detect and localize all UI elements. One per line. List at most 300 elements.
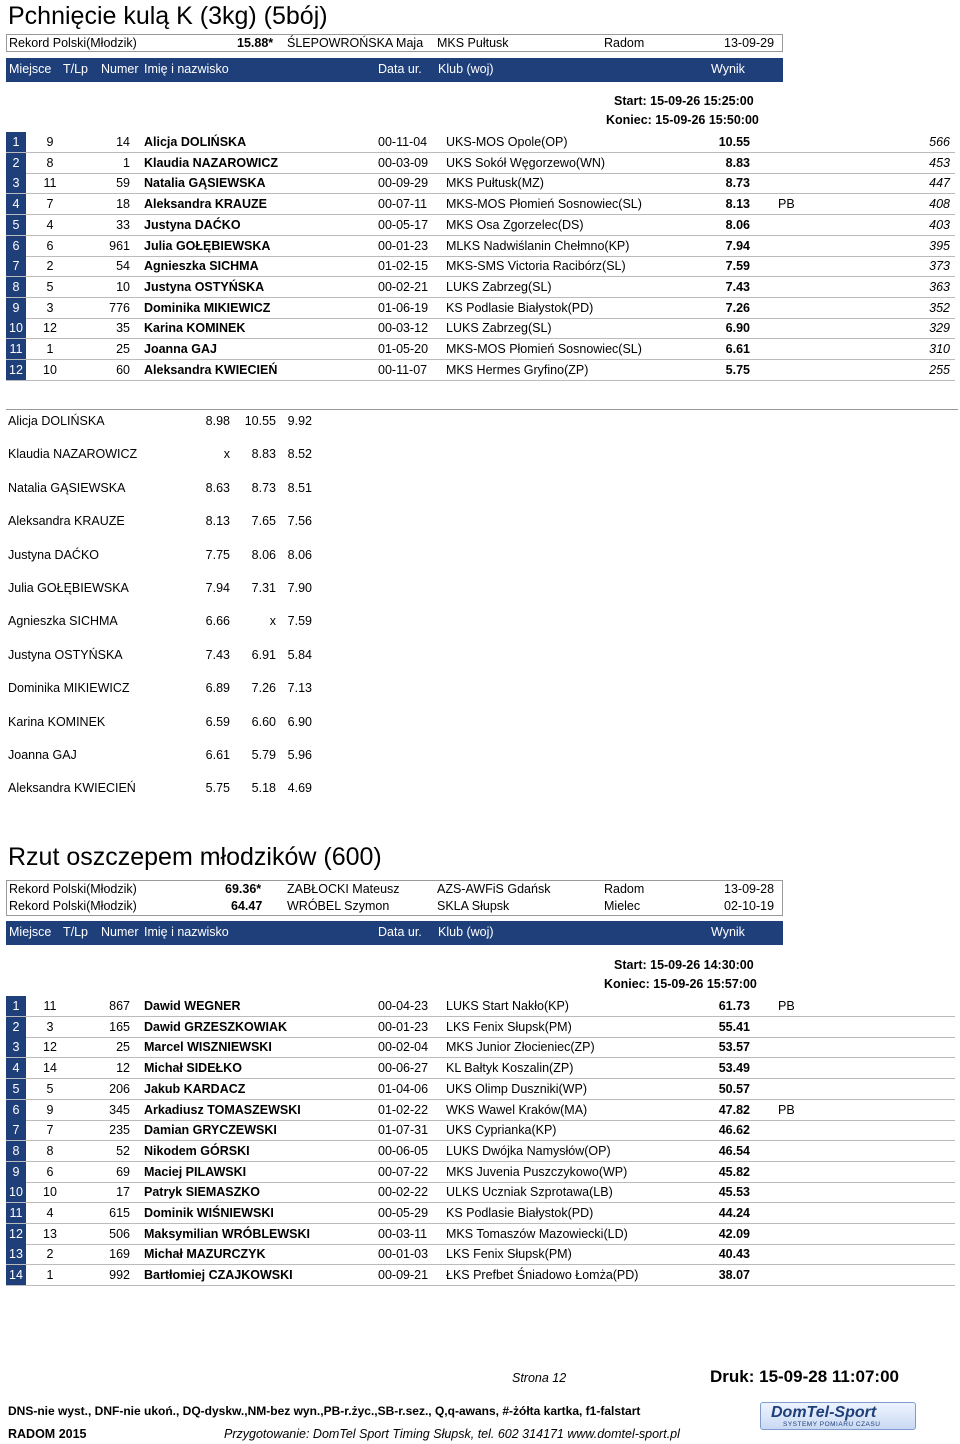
attempt-3: 7.90: [287, 581, 312, 595]
tlp-cell: 2: [46, 1247, 54, 1262]
birth-date-cell: 00-02-04: [378, 1040, 429, 1055]
place-cell: 12: [6, 360, 26, 380]
attempt-athlete-name: Karina KOMINEK: [8, 714, 106, 729]
table-row: [6, 215, 955, 236]
record-club: SKLA Słupsk: [437, 899, 510, 913]
attempt-1: 8.13: [205, 514, 230, 529]
table-row: [6, 996, 955, 1017]
end-time: Koniec: 15-09-26 15:50:00: [606, 113, 759, 127]
attempt-athlete-name: Justyna OSTYŃSKA: [8, 647, 123, 662]
record-name: WRÓBEL Szymon: [287, 899, 390, 913]
place-cell: 13: [6, 1244, 26, 1264]
athlete-name-cell: Bartłomiej CZAJKOWSKI: [144, 1268, 293, 1283]
result-cell: 45.53: [718, 1185, 750, 1200]
record-date: 02-10-19: [724, 899, 775, 913]
record-block: [6, 880, 783, 916]
club-cell: LKS Fenix Słupsk(PM): [446, 1019, 572, 1034]
place-cell: 14: [6, 1265, 26, 1285]
athlete-name-cell: Natalia GĄSIEWSKA: [144, 176, 266, 191]
table-row: [6, 153, 955, 174]
table-row: [6, 236, 955, 257]
table-row: [6, 1244, 955, 1265]
bib-number-cell: 12: [116, 1061, 130, 1076]
table-header: [6, 58, 783, 82]
place-cell: 6: [6, 236, 26, 256]
header-num: Numer: [101, 925, 139, 939]
club-cell: LUKS Zabrzeg(SL): [446, 321, 552, 336]
athlete-name-cell: Joanna GAJ: [144, 342, 217, 356]
result-cell: 7.43: [725, 279, 750, 294]
attempt-athlete-name: Alicja DOLIŃSKA: [8, 414, 105, 428]
event-name: RADOM 2015: [8, 1427, 87, 1441]
bib-number-cell: 506: [109, 1226, 130, 1241]
athlete-name-cell: Dominika MIKIEWICZ: [144, 300, 271, 315]
record-label: Rekord Polski(Młodzik): [9, 882, 137, 896]
bib-number-cell: 14: [116, 135, 130, 149]
club-cell: MKS Osa Zgorzelec(DS): [446, 217, 584, 232]
club-cell: ŁKS Prefbet Śniadowo Łomża(PD): [446, 1268, 639, 1283]
club-cell: LUKS Dwójka Namysłów(OP): [446, 1143, 611, 1158]
record-row: [6, 34, 783, 52]
record-place: Radom: [604, 882, 645, 896]
place-cell: 10: [6, 1182, 26, 1202]
result-cell: 55.41: [718, 1019, 750, 1034]
attempt-2: 8.06: [251, 547, 276, 562]
bib-number-cell: 59: [116, 176, 130, 191]
result-cell: 50.57: [718, 1081, 750, 1096]
tlp-cell: 14: [43, 1061, 57, 1076]
place-cell: 4: [6, 1058, 26, 1078]
record-name: ZABŁOCKI Mateusz: [287, 882, 400, 896]
bib-number-cell: 165: [109, 1019, 130, 1034]
table-row: [6, 1162, 955, 1183]
place-cell: 8: [6, 1141, 26, 1161]
athlete-name-cell: Agnieszka SICHMA: [144, 259, 259, 274]
athlete-name-cell: Patryk SIEMASZKO: [144, 1185, 261, 1200]
table-row: [6, 1224, 955, 1245]
place-cell: 7: [6, 1120, 26, 1140]
attempt-1: 8.63: [205, 480, 230, 495]
club-cell: MKS Tomaszów Mazowiecki(LD): [446, 1226, 628, 1241]
athlete-name-cell: Justyna OSTYŃSKA: [144, 279, 265, 294]
attempt-3: 8.06: [287, 547, 312, 562]
bib-number-cell: 52: [116, 1143, 130, 1158]
club-cell: MKS-MOS Płomień Sosnowiec(SL): [446, 197, 642, 212]
record-club: MKS Pułtusk: [437, 36, 509, 50]
athlete-name-cell: Jakub KARDACZ: [144, 1081, 246, 1096]
header-place: Miejsce: [9, 62, 52, 76]
section1-title: Pchnięcie kulą K (3kg) (5bój): [8, 2, 328, 30]
bib-number-cell: 776: [109, 300, 130, 315]
attempt-1: 5.75: [205, 781, 230, 796]
record-name: ŚLEPOWROŃSKA Maja: [287, 36, 424, 50]
table-row: [6, 194, 955, 215]
place-cell: 9: [6, 298, 26, 318]
athlete-name-cell: Nikodem GÓRSKI: [144, 1143, 250, 1158]
table-row: [6, 1058, 955, 1079]
place-cell: 9: [6, 1162, 26, 1182]
attempt-1: x: [223, 447, 230, 462]
athlete-name-cell: Marcel WISZNIEWSKI: [144, 1040, 272, 1055]
place-cell: 5: [6, 215, 26, 235]
result-cell: 38.07: [718, 1268, 750, 1283]
place-cell: 7: [6, 256, 26, 276]
attempt-athlete-name: Natalia GĄSIEWSKA: [8, 480, 126, 495]
attempt-3: 8.52: [287, 447, 312, 462]
athlete-name-cell: Damian GRYCZEWSKI: [144, 1123, 277, 1138]
table-row: [6, 360, 955, 381]
table-row: [6, 1079, 955, 1100]
points-cell: 373: [929, 259, 950, 274]
birth-date-cell: 00-01-03: [378, 1247, 429, 1262]
tlp-cell: 8: [46, 1143, 54, 1158]
athlete-name-cell: Maksymilian WRÓBLEWSKI: [144, 1226, 310, 1241]
birth-date-cell: 01-04-06: [378, 1081, 429, 1096]
result-cell: 7.59: [725, 259, 750, 274]
athlete-name-cell: Michał MAZURCZYK: [144, 1247, 266, 1262]
bib-number-cell: 615: [109, 1206, 130, 1220]
header-place: Miejsce: [9, 925, 52, 939]
bib-number-cell: 10: [116, 279, 130, 294]
record-club: AZS-AWFiS Gdańsk: [437, 882, 551, 896]
result-cell: 44.24: [718, 1206, 750, 1220]
points-cell: 403: [929, 217, 950, 232]
points-cell: 453: [929, 155, 950, 170]
record-label: Rekord Polski(Młodzik): [9, 36, 137, 50]
athlete-name-cell: Aleksandra KRAUZE: [144, 197, 267, 212]
club-cell: LKS Fenix Słupsk(PM): [446, 1247, 572, 1262]
attempt-3: 7.13: [287, 681, 312, 696]
result-cell: 45.82: [718, 1164, 750, 1179]
table-row: [6, 339, 955, 360]
club-cell: MKS Juvenia Puszczykowo(WP): [446, 1164, 628, 1179]
place-cell: 5: [6, 1079, 26, 1099]
tlp-cell: 1: [46, 1268, 54, 1283]
logo-sub: SYSTEMY POMIARU CZASU: [783, 1421, 881, 1428]
result-cell: 10.55: [718, 135, 750, 149]
pb-cell: PB: [778, 1102, 795, 1117]
place-cell: 4: [6, 194, 26, 214]
points-cell: 395: [929, 238, 950, 253]
bib-number-cell: 18: [116, 197, 130, 212]
table-row: [6, 1037, 955, 1058]
birth-date-cell: 00-01-23: [378, 1019, 429, 1034]
club-cell: UKS-MOS Opole(OP): [446, 135, 568, 149]
points-cell: 329: [929, 321, 950, 336]
logo-main: DomTel-Sport: [771, 1404, 877, 1421]
attempt-3: 6.90: [287, 714, 312, 729]
birth-date-cell: 00-06-27: [378, 1061, 429, 1076]
place-cell: 2: [6, 153, 26, 173]
place-cell: 6: [6, 1100, 26, 1120]
birth-date-cell: 00-05-17: [378, 217, 429, 232]
attempt-3: 5.84: [287, 647, 312, 662]
header-result: Wynik: [711, 62, 745, 76]
athlete-name-cell: Justyna DAĆKO: [144, 217, 241, 232]
place-cell: 3: [6, 1037, 26, 1057]
record-value: 69.36*: [225, 882, 262, 896]
legend-text: DNS-nie wyst., DNF-nie ukoń., DQ-dyskw.,NM-bez wyn.,PB-r.życ.,SB-r.sez., Q,q-awans, #-żółta kartka, f1-falstart: [8, 1404, 641, 1418]
bib-number-cell: 17: [116, 1185, 130, 1200]
birth-date-cell: 00-06-05: [378, 1143, 429, 1158]
club-cell: UKS Olimp Duszniki(WP): [446, 1081, 587, 1096]
points-cell: 447: [929, 176, 950, 191]
place-cell: 3: [6, 173, 26, 193]
club-cell: MKS Junior Złocieniec(ZP): [446, 1040, 595, 1055]
table-header: [6, 921, 783, 945]
result-cell: 7.26: [725, 300, 750, 315]
birth-date-cell: 00-02-21: [378, 279, 429, 294]
place-cell: 2: [6, 1017, 26, 1037]
table-row: [6, 1141, 955, 1162]
tlp-cell: 5: [46, 279, 54, 294]
table-row: [6, 1203, 955, 1224]
tlp-cell: 9: [46, 135, 54, 149]
place-cell: 11: [6, 339, 26, 359]
header-num: Numer: [101, 62, 139, 76]
club-cell: KL Bałtyk Koszalin(ZP): [446, 1061, 574, 1076]
tlp-cell: 7: [46, 1123, 54, 1138]
attempt-1: 7.75: [205, 547, 230, 562]
athlete-name-cell: Klaudia NAZAROWICZ: [144, 155, 279, 170]
header-tlp: T/Lp: [63, 62, 89, 76]
table-row: [6, 1265, 955, 1286]
attempt-2: 7.31: [251, 581, 276, 595]
place-cell: 1: [6, 996, 26, 1016]
attempt-2: 7.26: [251, 681, 276, 696]
result-cell: 53.57: [718, 1040, 750, 1055]
place-cell: 10: [6, 318, 26, 338]
attempt-3: 7.56: [287, 514, 312, 529]
birth-date-cell: 00-07-11: [378, 197, 428, 212]
header-club: Klub (woj): [438, 925, 494, 939]
attempt-1: 6.89: [205, 681, 230, 696]
pb-cell: PB: [778, 197, 795, 212]
result-cell: 5.75: [725, 362, 750, 377]
club-cell: MKS-SMS Victoria Racibórz(SL): [446, 259, 626, 274]
points-cell: 408: [929, 197, 950, 212]
header-name: Imię i nazwisko: [144, 925, 229, 939]
club-cell: LUKS Zabrzeg(SL): [446, 279, 552, 294]
attempt-1: 6.66: [205, 614, 230, 629]
tlp-cell: 5: [46, 1081, 54, 1096]
bib-number-cell: 1: [123, 155, 130, 170]
section2-title: Rzut oszczepem młodzików (600): [8, 843, 382, 871]
tlp-cell: 11: [43, 999, 57, 1013]
result-cell: 7.94: [725, 238, 750, 253]
attempt-3: 8.51: [287, 480, 312, 495]
birth-date-cell: 01-02-15: [378, 259, 429, 274]
attempt-athlete-name: Julia GOŁĘBIEWSKA: [8, 581, 129, 595]
result-cell: 61.73: [718, 999, 750, 1013]
tlp-cell: 6: [46, 1164, 54, 1179]
result-cell: 6.90: [725, 321, 750, 336]
attempt-2: 6.60: [251, 714, 276, 729]
result-cell: 6.61: [725, 342, 750, 356]
athlete-name-cell: Michał SIDEŁKO: [144, 1061, 242, 1076]
prepared-by: Przygotowanie: DomTel Sport Timing Słupsk, tel. 602 314171 www.domtel-sport.pl: [224, 1427, 680, 1441]
result-cell: 47.82: [718, 1102, 750, 1117]
tlp-cell: 12: [43, 1040, 57, 1055]
attempt-3: 9.92: [287, 414, 312, 428]
attempt-2: x: [269, 614, 276, 629]
table-row: [6, 132, 955, 153]
athlete-name-cell: Maciej PILAWSKI: [144, 1164, 247, 1179]
attempt-athlete-name: Aleksandra KWIECIEŃ: [8, 781, 136, 796]
birth-date-cell: 00-11-07: [378, 362, 428, 377]
bib-number-cell: 961: [109, 238, 130, 253]
result-cell: 8.06: [725, 217, 750, 232]
result-cell: 40.43: [718, 1247, 750, 1262]
result-cell: 46.54: [718, 1143, 750, 1158]
bib-number-cell: 169: [109, 1247, 130, 1262]
tlp-cell: 8: [46, 155, 54, 170]
table-row: [6, 1100, 955, 1121]
attempt-1: 6.61: [205, 748, 230, 762]
birth-date-cell: 00-09-21: [378, 1268, 429, 1283]
table-row: [6, 277, 955, 298]
record-value: 64.47: [231, 899, 263, 913]
club-cell: UKS Cyprianka(KP): [446, 1123, 557, 1138]
tlp-cell: 3: [46, 300, 54, 315]
header-club: Klub (woj): [438, 62, 494, 76]
domtel-logo: [760, 1402, 916, 1430]
attempt-athlete-name: Dominika MIKIEWICZ: [8, 681, 130, 696]
attempt-1: 7.43: [205, 647, 230, 662]
attempt-2: 8.83: [251, 447, 276, 462]
record-value: 15.88*: [237, 36, 274, 50]
record-place: Radom: [604, 36, 645, 50]
athlete-name-cell: Julia GOŁĘBIEWSKA: [144, 238, 271, 253]
table-row: [6, 298, 955, 319]
attempt-athlete-name: Aleksandra KRAUZE: [8, 514, 125, 529]
attempt-athlete-name: Agnieszka SICHMA: [8, 614, 118, 629]
bib-number-cell: 69: [116, 1164, 130, 1179]
table-row: [6, 318, 955, 339]
club-cell: MKS Pułtusk(MZ): [446, 176, 544, 191]
tlp-cell: 10: [43, 362, 57, 377]
points-cell: 310: [929, 342, 950, 356]
birth-date-cell: 01-05-20: [378, 342, 429, 356]
bib-number-cell: 35: [116, 321, 130, 336]
club-cell: MKS-MOS Płomień Sosnowiec(SL): [446, 342, 642, 356]
athlete-name-cell: Dawid GRZESZKOWIAK: [144, 1019, 288, 1034]
attempt-3: 7.59: [287, 614, 312, 629]
attempt-2: 5.79: [251, 748, 276, 762]
birth-date-cell: 00-09-29: [378, 176, 429, 191]
record-label: Rekord Polski(Młodzik): [9, 899, 137, 913]
result-cell: 8.13: [725, 197, 750, 212]
start-time: Start: 15-09-26 15:25:00: [614, 94, 754, 108]
attempt-3: 5.96: [287, 748, 312, 762]
birth-date-cell: 01-07-31: [378, 1123, 429, 1138]
points-cell: 255: [929, 362, 950, 377]
table-row: [6, 1017, 955, 1038]
record-date: 13-09-29: [724, 36, 775, 50]
result-cell: 46.62: [718, 1123, 750, 1138]
header-name: Imię i nazwisko: [144, 62, 229, 76]
tlp-cell: 2: [46, 259, 54, 274]
tlp-cell: 4: [46, 1206, 54, 1220]
record-place: Mielec: [604, 899, 641, 913]
end-time: Koniec: 15-09-26 15:57:00: [604, 977, 757, 991]
bib-number-cell: 33: [116, 217, 130, 232]
header-born: Data ur.: [378, 62, 422, 76]
table-row: [6, 256, 955, 277]
result-cell: 42.09: [718, 1226, 750, 1241]
club-cell: KS Podlasie Białystok(PD): [446, 1206, 594, 1220]
place-cell: 1: [6, 132, 26, 152]
birth-date-cell: 00-01-23: [378, 238, 429, 253]
birth-date-cell: 00-03-12: [378, 321, 429, 336]
table-row: [6, 1120, 955, 1141]
birth-date-cell: 00-07-22: [378, 1164, 429, 1179]
points-cell: 363: [929, 279, 950, 294]
tlp-cell: 10: [43, 1185, 57, 1200]
result-cell: 8.73: [725, 176, 750, 191]
attempt-2: 7.65: [251, 514, 276, 529]
bib-number-cell: 206: [109, 1081, 130, 1096]
pb-cell: PB: [778, 999, 795, 1013]
tlp-cell: 12: [43, 321, 57, 336]
attempt-2: 5.18: [251, 781, 276, 796]
header-tlp: T/Lp: [63, 925, 89, 939]
athlete-name-cell: Alicja DOLIŃSKA: [144, 135, 247, 149]
tlp-cell: 1: [46, 342, 54, 356]
tlp-cell: 4: [46, 217, 54, 232]
birth-date-cell: 01-02-22: [378, 1102, 429, 1117]
print-time: Druk: 15-09-28 11:07:00: [710, 1367, 900, 1386]
club-cell: UKS Sokół Węgorzewo(WN): [446, 155, 606, 170]
record-date: 13-09-28: [724, 882, 775, 896]
birth-date-cell: 00-05-29: [378, 1206, 429, 1220]
bib-number-cell: 25: [116, 342, 130, 356]
table-row: [6, 1182, 955, 1203]
header-born: Data ur.: [378, 925, 422, 939]
club-cell: LUKS Start Nakło(KP): [446, 999, 569, 1013]
bib-number-cell: 992: [109, 1268, 130, 1283]
start-time: Start: 15-09-26 14:30:00: [614, 958, 754, 972]
birth-date-cell: 00-11-04: [378, 135, 428, 149]
bib-number-cell: 54: [116, 259, 130, 274]
table-row: [6, 173, 955, 194]
attempt-athlete-name: Joanna GAJ: [8, 748, 77, 762]
athlete-name-cell: Dawid WEGNER: [144, 999, 241, 1013]
attempt-1: 6.59: [205, 714, 230, 729]
athlete-name-cell: Dominik WIŚNIEWSKI: [144, 1206, 274, 1220]
birth-date-cell: 00-04-23: [378, 999, 429, 1013]
club-cell: ULKS Uczniak Szprotawa(LB): [446, 1185, 613, 1200]
tlp-cell: 6: [46, 238, 54, 253]
tlp-cell: 3: [46, 1019, 54, 1034]
athlete-name-cell: Karina KOMINEK: [144, 321, 246, 336]
birth-date-cell: 00-03-09: [378, 155, 429, 170]
tlp-cell: 7: [46, 197, 54, 212]
attempt-1: 7.94: [205, 581, 230, 595]
bib-number-cell: 867: [109, 999, 130, 1013]
club-cell: MKS Hermes Gryfino(ZP): [446, 362, 589, 377]
attempt-athlete-name: Klaudia NAZAROWICZ: [8, 447, 138, 462]
page-number: Strona 12: [512, 1371, 567, 1385]
birth-date-cell: 00-03-11: [378, 1226, 428, 1241]
points-cell: 352: [929, 300, 950, 315]
place-cell: 8: [6, 277, 26, 297]
club-cell: MLKS Nadwiślanin Chełmno(KP): [446, 238, 630, 253]
tlp-cell: 9: [46, 1102, 54, 1117]
club-cell: WKS Wawel Kraków(MA): [446, 1102, 588, 1117]
attempt-1: 8.98: [205, 414, 230, 428]
bib-number-cell: 25: [116, 1040, 130, 1055]
